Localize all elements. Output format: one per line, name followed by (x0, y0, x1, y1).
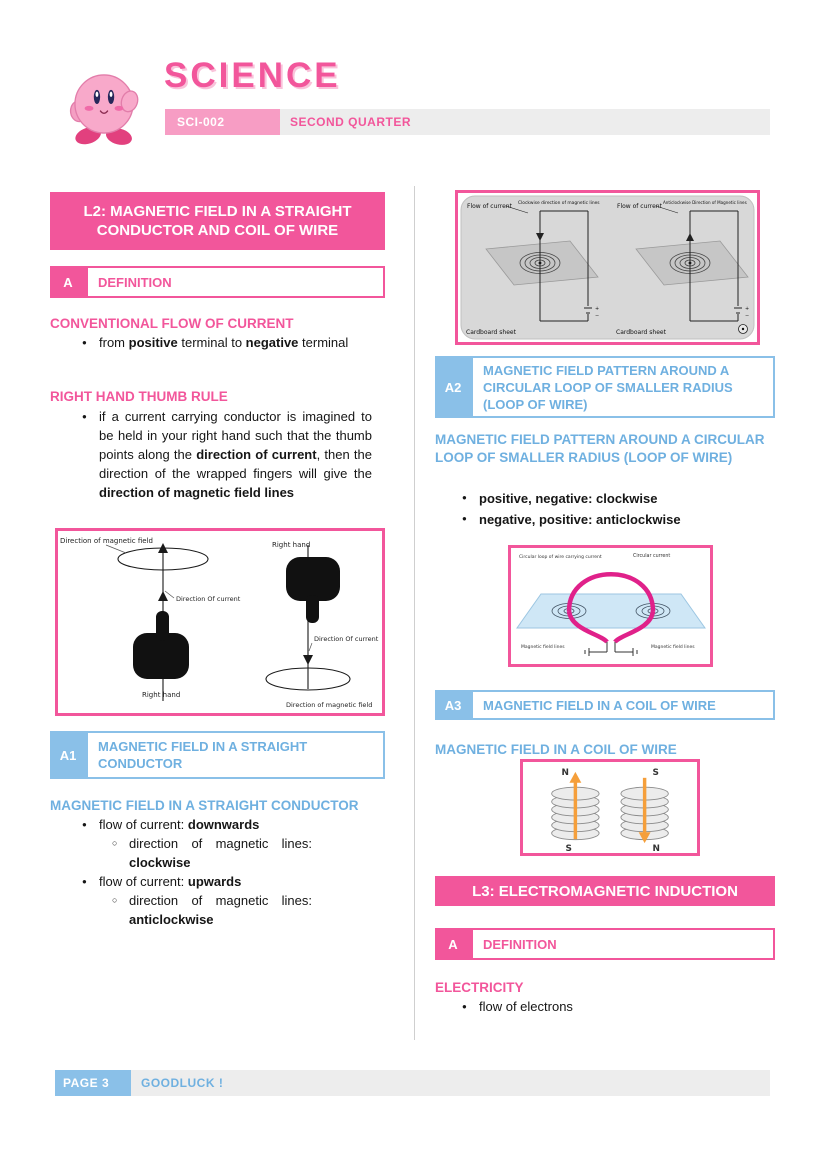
section-a3 (435, 690, 775, 720)
section-a-definition (50, 266, 385, 298)
svg-text:+: + (595, 306, 600, 312)
heading-conventional-flow: CONVENTIONAL FLOW OF CURRENT (50, 316, 294, 331)
figure-label: Flow of current (617, 203, 662, 210)
list-item: ● if a current carrying conductor is imagined to be held in your right hand such that the thumb points along the direction of current, then the direction of the wrapped fingers will give the direction of magnetic field lines (82, 407, 372, 502)
coil-figure (520, 759, 700, 856)
loop-figure (508, 545, 713, 667)
figure-label: Right hand (142, 691, 181, 699)
figure-label: Circular current (633, 554, 671, 559)
figure-label: Direction of magnetic field (286, 701, 373, 709)
figure-label: Cardboard sheet (466, 329, 516, 336)
figure-label: Direction Of current (314, 635, 379, 643)
figure-label: Magnetic field lines (651, 645, 695, 650)
electricity-list (462, 997, 762, 1016)
svg-text:+: + (745, 306, 750, 312)
coil-diagram (523, 762, 697, 853)
list-item: ○ direction of magnetic lines: anticlockwise (112, 891, 312, 929)
figure-label: Magnetic field lines (521, 645, 565, 650)
list-item: ● flow of current: upwards (82, 872, 372, 891)
pole-label: N (561, 767, 569, 778)
svg-text:−: − (745, 313, 750, 319)
section-label-a3: MAGNETIC FIELD IN A COIL OF WIRE (471, 690, 775, 720)
section-label-definition: DEFINITION (471, 928, 775, 960)
heading-loop-pattern: MAGNETIC FIELD PATTERN AROUND A CIRCULAR LOOP OF SMALLER RADIUS (LOOP OF WIRE) (435, 432, 765, 465)
kirby-logo (60, 60, 148, 148)
section-tag-a2: A2 (435, 356, 471, 418)
l2-banner: L2: MAGNETIC FIELD IN A STRAIGHT CONDUCTOR AND COIL OF WIRE (50, 192, 385, 250)
section-a2 (435, 356, 775, 418)
straight-conductor-list (82, 872, 372, 891)
list-item: ● negative, positive: anticlockwise (462, 509, 762, 530)
section-a1 (50, 731, 385, 779)
figure-label: Anticlockwise Direction of Magnetic lines (663, 200, 747, 205)
figure-label: Clockwise direction of magnetic lines (518, 201, 600, 206)
figure-label: Circular loop of wire carrying current (519, 555, 602, 560)
loop-diagram (511, 548, 710, 664)
figure-label: Cardboard sheet (616, 329, 666, 336)
section-tag-a3: A3 (435, 690, 471, 720)
list-item: ● flow of electrons (462, 997, 762, 1016)
heading-straight-conductor: MAGNETIC FIELD IN A STRAIGHT CONDUCTOR (50, 798, 359, 813)
column-divider (414, 186, 415, 1040)
conductor-figure (455, 190, 760, 345)
heading-right-hand-thumb-rule: RIGHT HAND THUMB RULE (50, 389, 228, 404)
page-title: SCIENCE (164, 56, 341, 95)
subject-code-badge: SCI-002 (165, 109, 280, 135)
section-a-definition-right (435, 928, 775, 960)
list-item: ● positive, negative: clockwise (462, 488, 762, 509)
figure-label: Right hand (272, 541, 311, 549)
pole-label: S (565, 844, 572, 853)
section-label-definition: DEFINITION (86, 266, 385, 298)
loop-pattern-list (462, 488, 762, 530)
conductor-diagram (458, 193, 757, 342)
list-item: ● from positive terminal to negative terminal (82, 333, 354, 352)
l3-banner: L3: ELECTROMAGNETIC INDUCTION (435, 876, 775, 906)
section-label-a1: MAGNETIC FIELD IN A STRAIGHT CONDUCTOR (86, 731, 385, 779)
pole-label: S (652, 767, 659, 778)
section-tag-a: A (435, 928, 471, 960)
section-tag-a: A (50, 266, 86, 298)
heading-electricity: ELECTRICITY (435, 980, 524, 995)
straight-conductor-sublist (112, 891, 312, 929)
page-number-badge: PAGE 3 (55, 1070, 131, 1096)
straight-conductor-sublist (112, 834, 312, 872)
kirby-illustration (60, 60, 148, 148)
svg-text:−: − (595, 313, 600, 319)
figure-label: Direction Of current (176, 595, 241, 603)
figure-label: Flow of current (467, 203, 512, 210)
section-tag-a1: A1 (50, 731, 86, 779)
straight-conductor-list (82, 815, 372, 834)
thumb-rule-list (82, 407, 372, 502)
thumb-rule-diagram (58, 531, 382, 713)
list-item: ● flow of current: downwards (82, 815, 372, 834)
figure-label: Direction of magnetic field (60, 537, 153, 545)
list-item: ○ direction of magnetic lines: clockwise (112, 834, 312, 872)
quarter-bar: SECOND QUARTER (280, 109, 770, 135)
heading-coil-of-wire: MAGNETIC FIELD IN A COIL OF WIRE (435, 742, 677, 757)
thumb-rule-figure (55, 528, 385, 716)
section-label-a2: MAGNETIC FIELD PATTERN AROUND A CIRCULAR LOOP OF SMALLER RADIUS (LOOP OF WIRE) (471, 356, 775, 418)
conventional-flow-list (82, 333, 354, 352)
pole-label: N (652, 844, 660, 853)
footer-note-bar: GOODLUCK ! (131, 1070, 770, 1096)
